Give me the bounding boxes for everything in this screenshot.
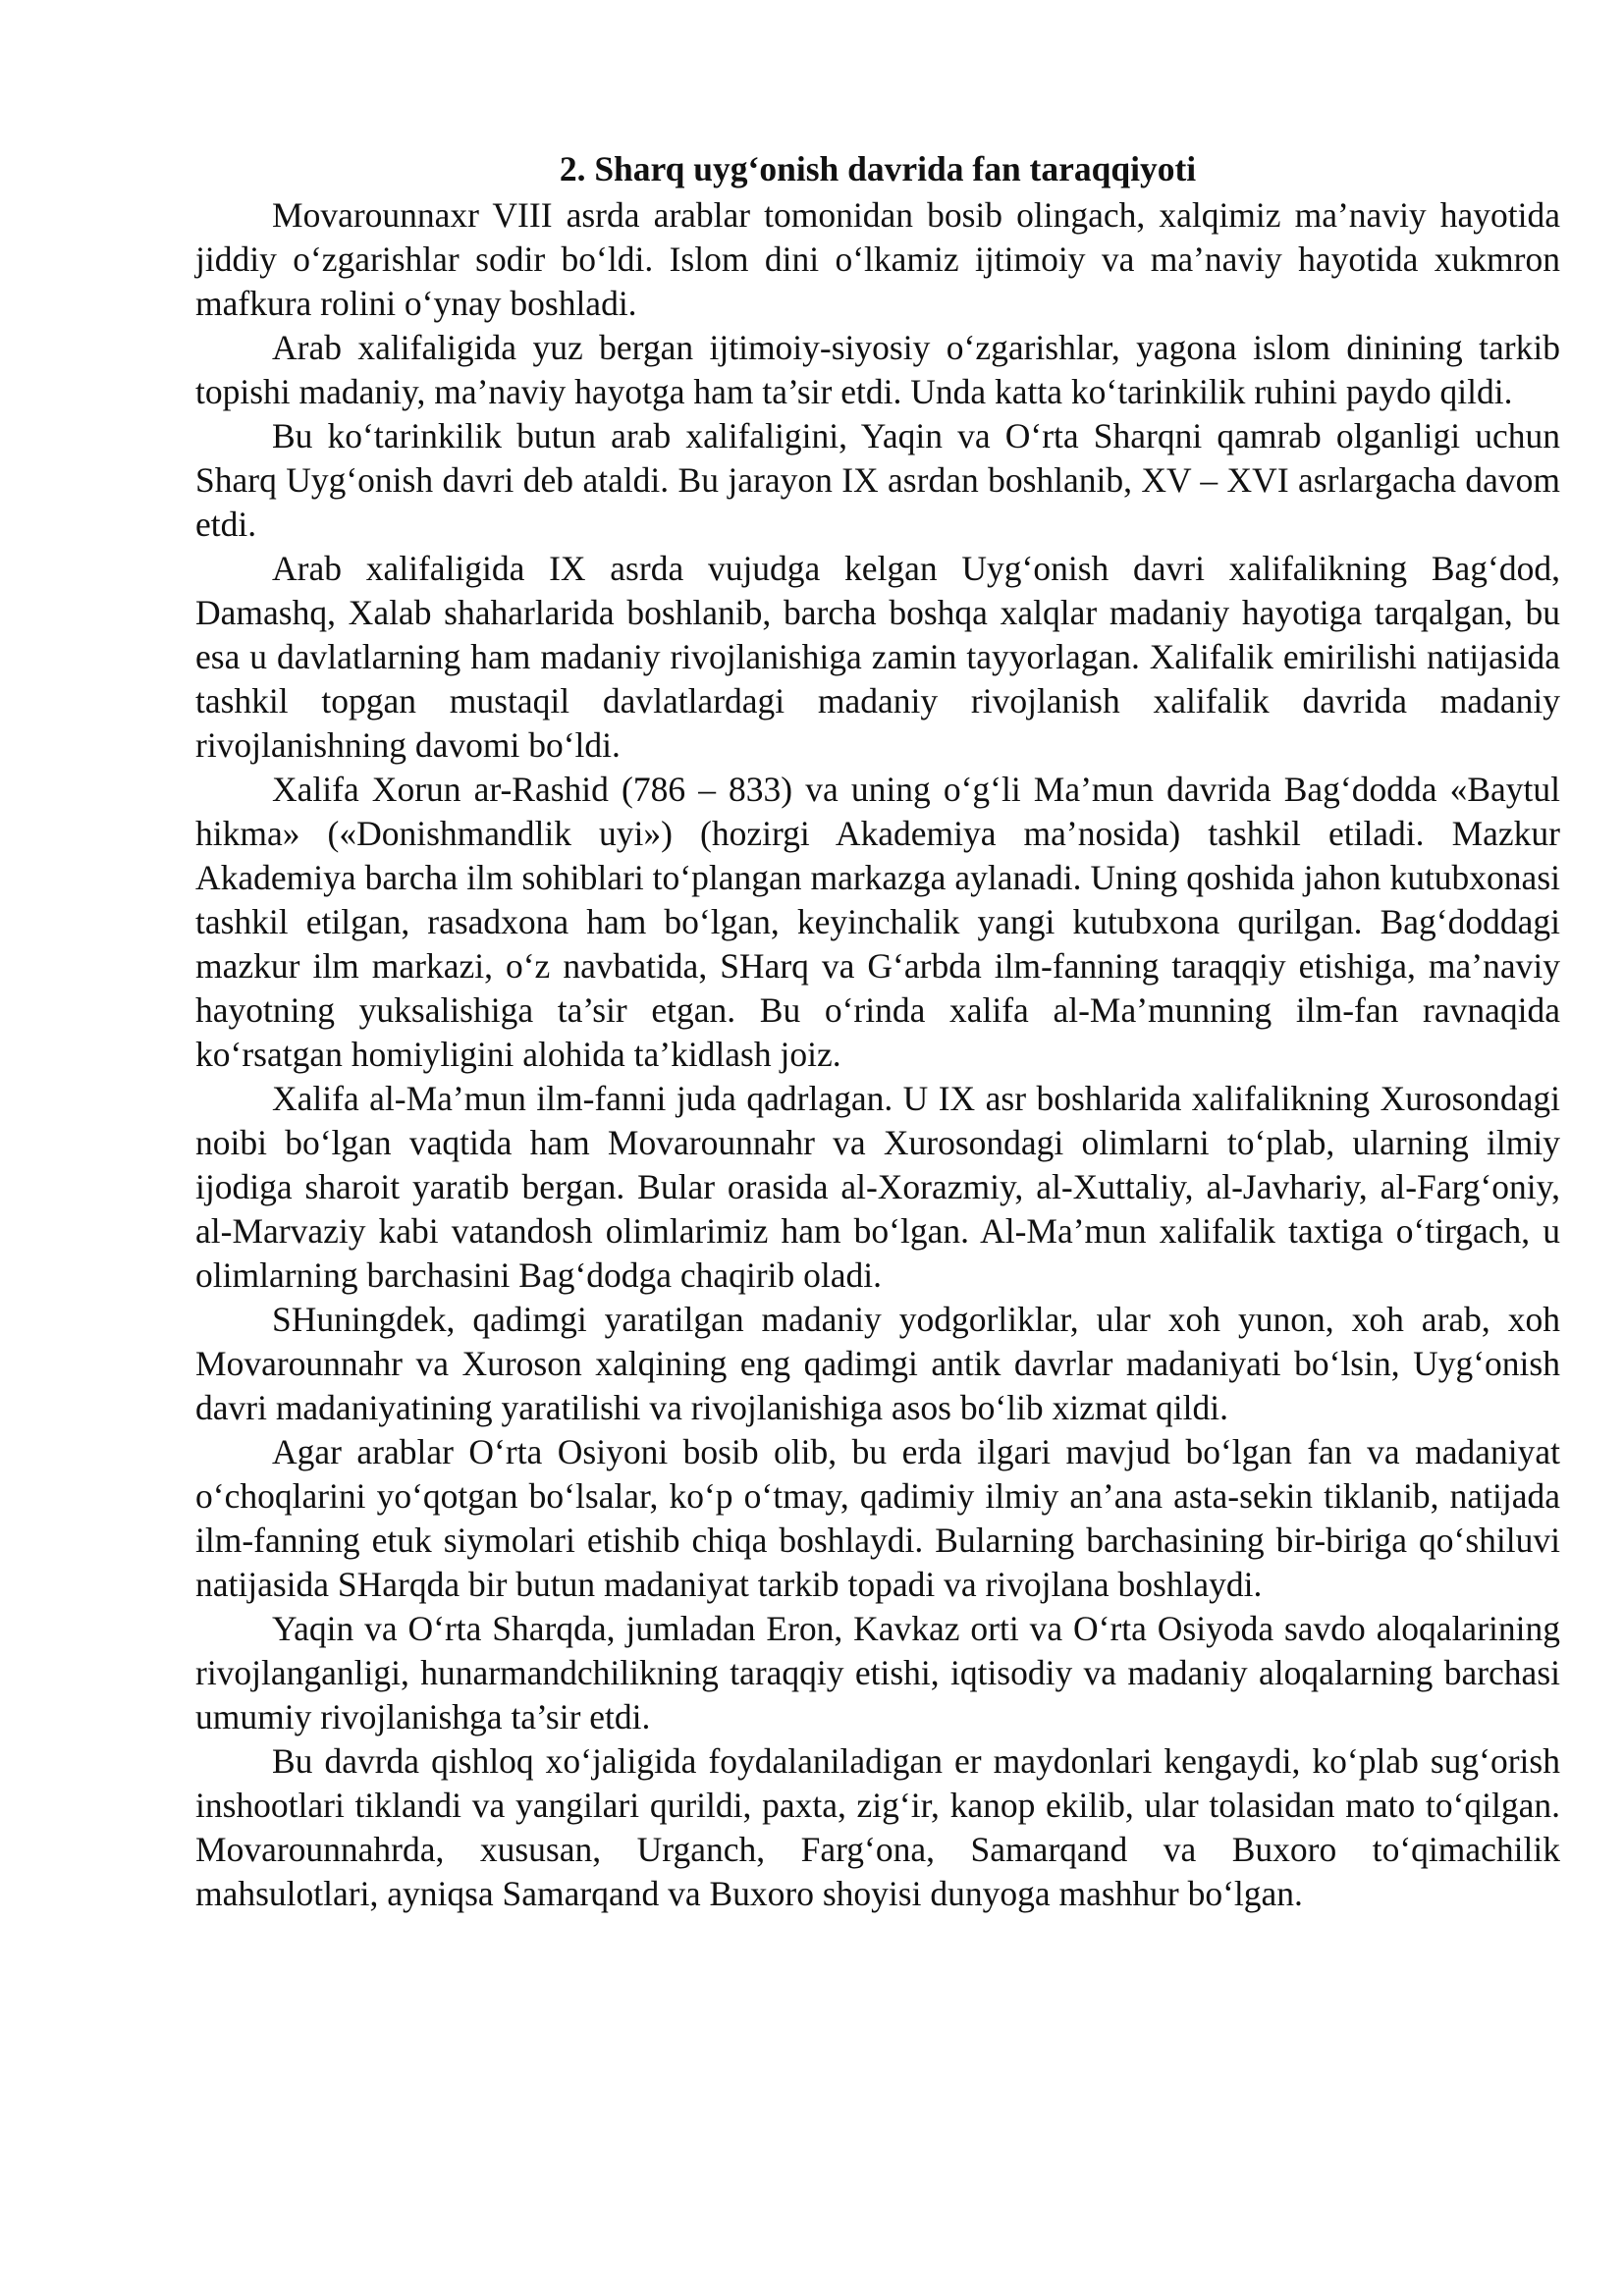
- section-title: 2. Sharq uyg‘onish davrida fan taraqqiyoti: [559, 149, 1197, 188]
- paragraph: Xalifa al-Ma’mun ilm-fanni juda qadrlagan. U IX asr boshlarida xalifalikning Xurosondagi noibi bo‘lgan vaqtida ham Movarounnahr va Xurosondagi olimlarni to‘plab, ularning ilmiy ijodiga sharoit yaratib bergan. Bular orasida al-Xorazmiy, al-Xuttaliy, al-Javhariy, al-Farg‘oniy, al-Marvaziy kabi vatandosh olimlarimiz ham bo‘lgan. Al-Ma’mun xalifalik taxtiga o‘tirgach, u olimlarning barchasini Bag‘dodga chaqirib oladi.: [195, 1079, 1560, 1295]
- paragraph: Bu davrda qishloq xo‘jaligida foydalaniladigan er maydonlari kengaydi, ko‘plab sug‘orish inshootlari tiklandi va yangilari qurildi, paxta, zig‘ir, kanop ekilib, ular tolasidan mato to‘qilgan. Movarounnahrda, xususan, Urganch, Farg‘ona, Samarqand va Buxoro to‘qimachilik mahsulotlari, ayniqsa Samarqand va Buxoro shoyisi dunyoga mashhur bo‘lgan.: [195, 1741, 1560, 1913]
- paragraph: Arab xalifaligida IX asrda vujudga kelgan Uyg‘onish davri xalifalikning Bag‘dod, Damashq, Xalab shaharlarida boshlanib, barcha boshqa xalqlar madaniy hayotiga tarqalgan, bu esa u davlatlarning ham madaniy rivojlanishiga zamin tayyorlagan. Xalifalik emirilishi natijasida tashkil topgan mustaqil davlatlardagi madaniy rivojlanish xalifalik davrida madaniy rivojlanishning davomi bo‘ldi.: [195, 549, 1560, 765]
- paragraph: Agar arablar O‘rta Osiyoni bosib olib, bu erda ilgari mavjud bo‘lgan fan va madaniyat o‘choqlarini yo‘qotgan bo‘lsalar, ko‘p o‘tmay, qadimiy ilmiy an’ana asta-sekin tiklanib, natijada ilm-fanning etuk siymolari etishib chiqa boshlaydi. Bularning barchasining bir-biriga qo‘shiluvi natijasida SHarqda bir butun madaniyat tarkib topadi va rivojlana boshlaydi.: [195, 1432, 1560, 1604]
- paragraph: Arab xalifaligida yuz bergan ijtimoiy-siyosiy o‘zgarishlar, yagona islom dinining tarkib topishi madaniy, ma’naviy hayotga ham ta’sir etdi. Unda katta ko‘tarinkilik ruhini paydo qildi.: [195, 328, 1560, 411]
- document-page: [195, 147, 1560, 1916]
- paragraph: Yaqin va O‘rta Sharqda, jumladan Eron, Kavkaz orti va O‘rta Osiyoda savdo aloqalarining rivojlanganligi, hunarmandchilikning taraqqiy etishi, iqtisodiy va madaniy aloqalarning barchasi umumiy rivojlanishga ta’sir etdi.: [195, 1609, 1560, 1736]
- paragraph: Movarounnaxr VIII asrda arablar tomonidan bosib olingach, xalqimiz ma’naviy hayotida jiddiy o‘zgarishlar sodir bo‘ldi. Islom dini o‘lkamiz ijtimoiy va ma’naviy hayotida xukmron mafkura rolini o‘ynay boshladi.: [195, 195, 1560, 323]
- paragraph: SHuningdek, qadimgi yaratilgan madaniy yodgorliklar, ular xoh yunon, xoh arab, xoh Movarounnahr va Xuroson xalqining eng qadimgi antik davrlar madaniyati bo‘lsin, Uyg‘onish davri madaniyatining yaratilishi va rivojlanishiga asos bo‘lib xizmat qildi.: [195, 1300, 1560, 1427]
- paragraph: Xalifa Xorun ar-Rashid (786 – 833) va uning o‘g‘li Ma’mun davrida Bag‘dodda «Baytul hikma» («Donishmandlik uyi») (hozirgi Akademiya ma’nosida) tashkil etiladi. Mazkur Akademiya barcha ilm sohiblari to‘plangan markazga aylanadi. Uning qoshida jahon kutubxonasi tashkil etilgan, rasadxona ham bo‘lgan, keyinchalik yangi kutubxona qurilgan. Bag‘doddagi mazkur ilm markazi, o‘z navbatida, SHarq va G‘arbda ilm-fanning taraqqiy etishiga, ma’naviy hayotning yuksalishiga ta’sir etgan. Bu o‘rinda xalifa al-Ma’munning ilm-fan ravnaqida ko‘rsatgan homiyligini alohida ta’kidlash joiz.: [195, 770, 1560, 1074]
- paragraph: Bu ko‘tarinkilik butun arab xalifaligini, Yaqin va O‘rta Sharqni qamrab olganligi uchun Sharq Uyg‘onish davri deb ataldi. Bu jarayon IX asrdan boshlanib, XV – XVI asrlargacha davom etdi.: [195, 416, 1560, 544]
